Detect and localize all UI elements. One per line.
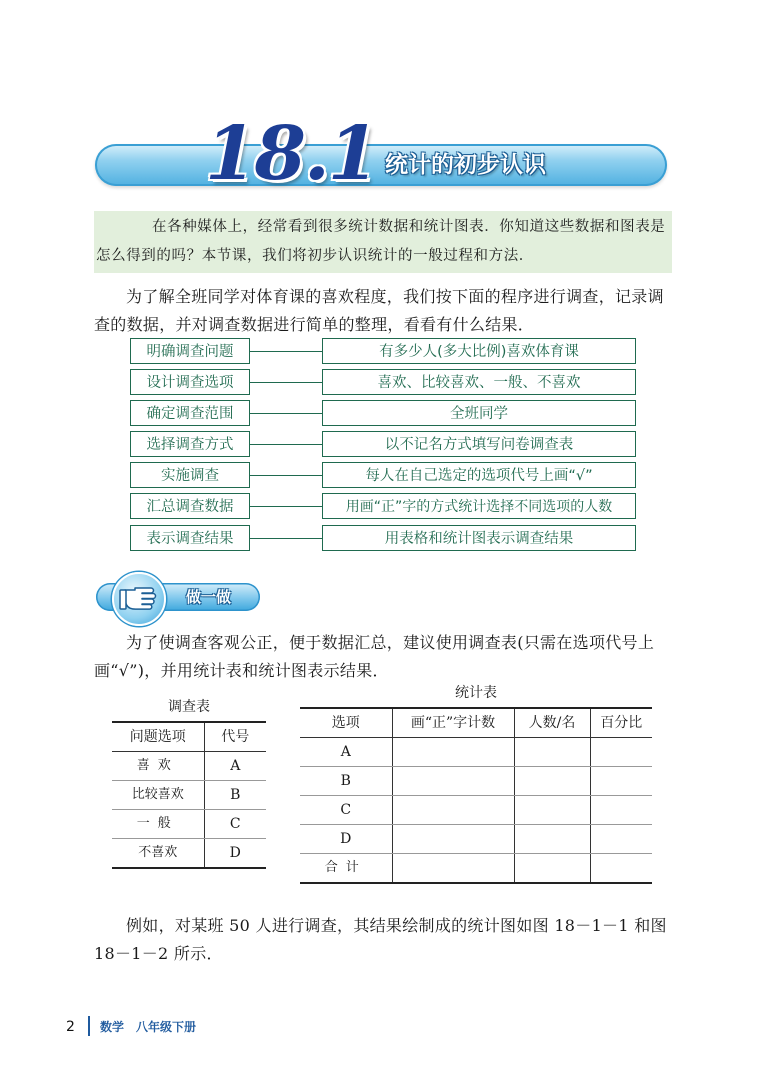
table-header: 选项	[300, 708, 392, 738]
code-cell: D	[204, 839, 266, 869]
procedure-description: 全班同学	[322, 400, 636, 426]
connector-line	[250, 444, 322, 445]
percent-cell	[590, 825, 652, 854]
paragraph-survey-suggestion: 为了使调查客观公正，便于数据汇总，建议使用调查表(只需在选项代号上画“√”)，并用统计表和统计图表示结果．	[94, 633, 655, 680]
table-row	[112, 781, 266, 810]
procedure-step: 明确调查问题	[130, 338, 250, 364]
table-header: 问题选项	[112, 722, 204, 752]
option-cell: 不喜欢	[112, 839, 204, 869]
option-cell: B	[300, 767, 392, 796]
tally-cell	[392, 767, 514, 796]
total-cell: 合计	[300, 854, 392, 884]
count-cell	[514, 767, 590, 796]
procedure-description: 用表格和统计图表示调查结果	[322, 525, 636, 551]
procedure-step: 表示调查结果	[130, 525, 250, 551]
footer-divider	[88, 1016, 90, 1036]
tally-cell	[392, 825, 514, 854]
connector-line	[250, 538, 322, 539]
table-row	[300, 796, 652, 825]
section-title: 统计的初步认识	[385, 152, 546, 178]
option-cell: 比较喜欢	[112, 781, 204, 810]
connector-line	[250, 506, 322, 507]
survey-table	[112, 721, 266, 869]
connector-line	[250, 351, 322, 352]
tally-cell	[392, 796, 514, 825]
code-cell: A	[204, 752, 266, 781]
option-cell: D	[300, 825, 392, 854]
table-row	[112, 810, 266, 839]
section-number: 18.1	[205, 111, 378, 197]
option-cell: 喜欢	[112, 752, 204, 781]
procedure-description: 以不记名方式填写问卷调查表	[322, 431, 636, 457]
table-row	[300, 738, 652, 767]
table-row	[300, 767, 652, 796]
procedure-step: 实施调查	[130, 462, 250, 488]
connector-line	[250, 382, 322, 383]
table-header: 百分比	[590, 708, 652, 738]
count-cell	[514, 825, 590, 854]
table-header: 人数/名	[514, 708, 590, 738]
table-row	[300, 825, 652, 854]
count-cell	[514, 738, 590, 767]
table-row	[112, 839, 266, 869]
paragraph-example: 例如，对某班 50 人进行调查，其结果绘制成的统计图如图 18－1－1 和图 18－1－2 所示．	[94, 916, 667, 963]
option-cell: A	[300, 738, 392, 767]
percent-cell	[590, 854, 652, 884]
percent-cell	[590, 738, 652, 767]
procedure-description: 用画“正”字的方式统计选择不同选项的人数	[322, 493, 636, 519]
procedure-description: 有多少人(多大比例)喜欢体育课	[322, 338, 636, 364]
option-cell: 一般	[112, 810, 204, 839]
procedure-step: 设计调查选项	[130, 369, 250, 395]
code-cell: B	[204, 781, 266, 810]
paragraph-survey-procedure: 为了解全班同学对体育课的喜欢程度，我们按下面的程序进行调查，记录调查的数据，并对调查数据进行简单的整理，看看有什么结果．	[94, 287, 664, 334]
count-cell	[514, 796, 590, 825]
tally-cell	[392, 738, 514, 767]
count-cell	[514, 854, 590, 884]
tally-cell	[392, 854, 514, 884]
table-row	[300, 854, 652, 884]
page-number: 2	[66, 1019, 75, 1035]
book-title: 数学 八年级下册	[100, 1020, 197, 1034]
stat-table	[300, 707, 652, 884]
procedure-description: 喜欢、比较喜欢、一般、不喜欢	[322, 369, 636, 395]
code-cell: C	[204, 810, 266, 839]
procedure-step: 汇总调查数据	[130, 493, 250, 519]
table-header: 画“正”字计数	[392, 708, 514, 738]
hand-icon	[112, 572, 166, 626]
procedure-step: 确定调查范围	[130, 400, 250, 426]
survey-table-caption: 调查表	[168, 699, 210, 715]
intro-text: 在各种媒体上，经常看到很多统计数据和统计图表．你知道这些数据和图表是怎么得到的吗？本节课，我们将初步认识统计的一般过程和方法．	[96, 219, 666, 264]
table-row	[112, 752, 266, 781]
procedure-step: 选择调查方式	[130, 431, 250, 457]
stat-table-caption: 统计表	[455, 685, 497, 701]
table-header: 代号	[204, 722, 266, 752]
connector-line	[250, 413, 322, 414]
option-cell: C	[300, 796, 392, 825]
connector-line	[250, 475, 322, 476]
percent-cell	[590, 796, 652, 825]
percent-cell	[590, 767, 652, 796]
section-header-banner	[95, 144, 667, 186]
procedure-description: 每人在自己选定的选项代号上画“√”	[322, 462, 636, 488]
activity-label: 做一做	[186, 588, 232, 606]
